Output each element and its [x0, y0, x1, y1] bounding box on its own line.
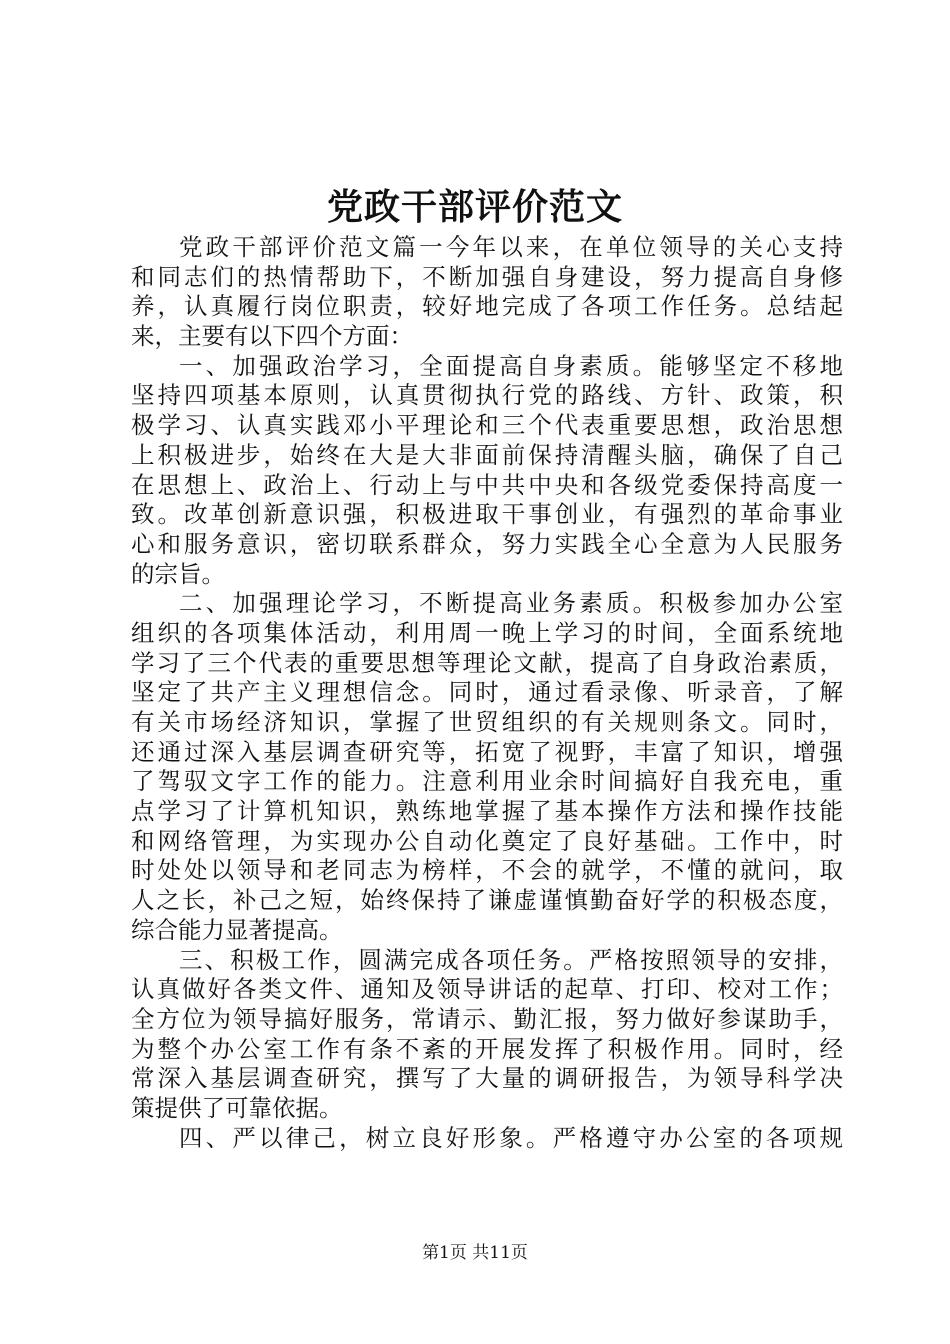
text-line: 的宗旨。	[131, 559, 225, 588]
text-line: 致。改革创新意识强，积极进取干事创业，有强烈的革命事业	[131, 500, 843, 529]
text-line: 还通过深入基层调查研究等，拓宽了视野，丰富了知识，增强	[131, 737, 843, 766]
document-title: 党政干部评价范文	[326, 186, 623, 228]
text-line: 三、积极工作，圆满完成各项任务。严格按照领导的安排，	[179, 945, 843, 974]
text-line: 党政干部评价范文篇一今年以来，在单位领导的关心支持	[179, 233, 843, 261]
document-body	[131, 233, 843, 1153]
text-line: 心和服务意识，密切联系群众，努力实践全心全意为人民服务	[131, 529, 843, 558]
text-line: 点学习了计算机知识，熟练地掌握了基本操作方法和操作技能	[131, 797, 843, 826]
text-line: 全方位为领导搞好服务，常请示、勤汇报，努力做好参谋助手，	[131, 1004, 843, 1033]
text-line: 时处处以领导和老同志为榜样，不会的就学，不懂的就问，取	[131, 856, 843, 885]
text-line: 策提供了可靠依据。	[131, 1093, 343, 1122]
text-line: 和网络管理，为实现办公自动化奠定了良好基础。工作中，时	[131, 826, 843, 855]
text-line: 坚定了共产主义理想信念。同时，通过看录像、听录音，了解	[131, 678, 843, 707]
text-line: 学习了三个代表的重要思想等理论文献，提高了自身政治素质，	[131, 648, 843, 677]
text-line: 常深入基层调查研究，撰写了大量的调研报告，为领导科学决	[131, 1064, 843, 1093]
text-line: 和同志们的热情帮助下，不断加强自身建设，努力提高自身修	[131, 262, 843, 291]
text-line: 在思想上、政治上、行动上与中共中央和各级党委保持高度一	[131, 470, 843, 499]
text-line: 为整个办公室工作有条不紊的开展发挥了积极作用。同时，经	[131, 1034, 843, 1063]
text-line: 极学习、认真实践邓小平理论和三个代表重要思想，政治思想	[131, 411, 843, 440]
text-line: 四、严以律己，树立良好形象。严格遵守办公室的各项规	[179, 1123, 843, 1152]
text-line: 有关市场经济知识，掌握了世贸组织的有关规则条文。同时，	[131, 708, 843, 736]
text-line: 来，主要有以下四个方面：	[131, 322, 413, 351]
text-line: 一、加强政治学习，全面提高自身素质。能够坚定不移地	[179, 351, 843, 380]
text-line: 二、加强理论学习，不断提高业务素质。积极参加办公室	[179, 589, 843, 618]
text-line: 上积极进步，始终在大是大非面前保持清醒头脑，确保了自己	[131, 440, 843, 469]
text-line: 人之长，补己之短，始终保持了谦虚谨慎勤奋好学的积极态度，	[131, 886, 843, 915]
text-line: 了驾驭文字工作的能力。注意利用业余时间搞好自我充电，重	[131, 767, 843, 796]
text-line: 养，认真履行岗位职责，较好地完成了各项工作任务。总结起	[131, 292, 843, 321]
text-line: 综合能力显著提高。	[131, 915, 343, 944]
text-line: 组织的各项集体活动，利用周一晚上学习的时间，全面系统地	[131, 618, 843, 647]
page-footer: 第1页 共11页	[422, 1243, 528, 1263]
text-line: 认真做好各类文件、通知及领导讲话的起草、打印、校对工作；	[131, 975, 843, 1004]
text-line: 坚持四项基本原则，认真贯彻执行党的路线、方针、政策，积	[131, 381, 843, 410]
